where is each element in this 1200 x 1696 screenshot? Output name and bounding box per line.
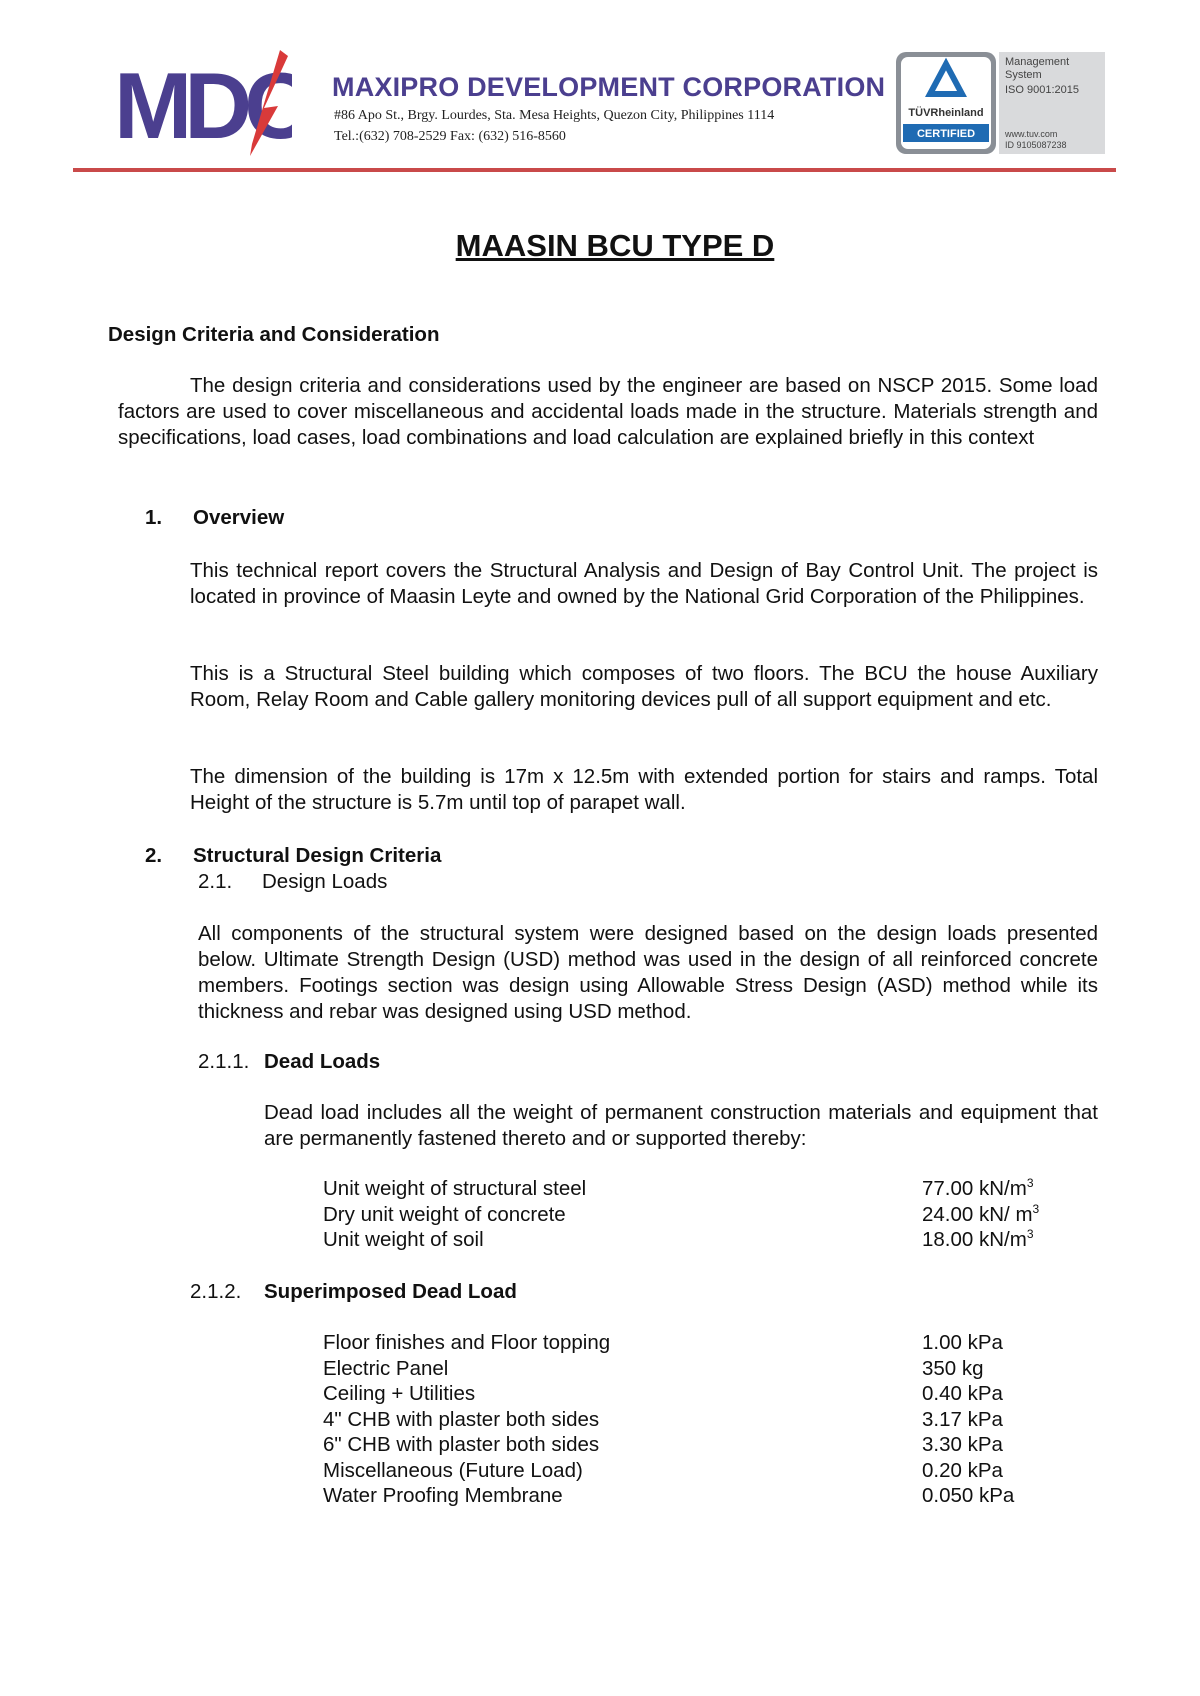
load-value: 1.00 kPa xyxy=(922,1331,1003,1354)
load-label: Electric Panel xyxy=(323,1356,449,1380)
company-logo xyxy=(112,46,292,158)
section2-title: Structural Design Criteria xyxy=(193,844,442,867)
dead-loads-table xyxy=(323,1176,1083,1253)
superimposed-table xyxy=(323,1330,1083,1509)
load-value: 350 kg xyxy=(922,1356,984,1380)
cert-iso: ISO 9001:2015 xyxy=(1005,84,1080,96)
tuv-brand-text: TÜVRheinland xyxy=(908,107,984,119)
section2-number: 2. xyxy=(145,844,163,867)
load-value: 18.00 $kN/m^3$ xyxy=(922,1227,1034,1251)
certified-text: CERTIFIED xyxy=(916,128,976,140)
load-label: 6" CHB with plaster both sides xyxy=(323,1433,600,1456)
design-loads-paragraph: All components of the structural system were designed based on the design loads presented below. Ultimate Strength Design (USD) method was used in the design of all reinforced concrete members. Footings section was design using Allowable Stress Design (ASD) method while its thickness and rebar was designed using USD method. xyxy=(198,922,1098,1023)
section1-paragraph-3: The dimension of the building is 17m x 12.5m with extended portion for stairs and ramps. Total Height of the structure is 5.7m until top of parapet wall. xyxy=(190,765,1098,814)
load-label: Floor finishes and Floor topping xyxy=(323,1331,611,1354)
company-name: MAXIPRO DEVELOPMENT CORPORATION xyxy=(332,72,886,102)
load-label: Miscellaneous (Future Load) xyxy=(323,1458,583,1482)
table-row xyxy=(323,1330,1083,1356)
table-row xyxy=(323,1202,1083,1228)
load-label: Dry unit weight of concrete xyxy=(323,1202,566,1226)
company-address: #86 Apo St., Brgy. Lourdes, Sta. Mesa Heights, Quezon City, Philippines 1114 xyxy=(334,108,775,123)
load-value: 0.050 kPa xyxy=(922,1484,1015,1507)
table-row xyxy=(323,1227,1083,1253)
load-label: Unit weight of soil xyxy=(323,1228,484,1251)
document-title: MAASIN BCU TYPE D xyxy=(455,228,775,263)
cert-url: www.tuv.com xyxy=(1005,129,1058,139)
load-value: 3.30 kPa xyxy=(922,1433,1003,1456)
logo-wordmark: MDC xyxy=(114,53,292,158)
cert-id: ID 9105087238 xyxy=(1005,140,1067,150)
section1-paragraph-2: This is a Structural Steel building which composes of two floors. The BCU the house Auxiliary Room, Relay Room and Cable gallery monitoring devices pull of all support equipment and etc. xyxy=(190,662,1098,711)
design-loads-title: Design Loads xyxy=(262,870,388,893)
table-row xyxy=(323,1407,1083,1433)
load-value: 24.00 kN/ $m^3$ xyxy=(922,1201,1040,1226)
table-row xyxy=(323,1381,1083,1407)
mdc-logo-graphic xyxy=(112,46,292,158)
superimposed-number: 2.1.2. xyxy=(190,1280,242,1303)
intro-heading: Design Criteria and Consideration xyxy=(108,323,440,346)
cert-system: System xyxy=(1005,69,1042,81)
load-label: Water Proofing Membrane xyxy=(323,1484,563,1507)
load-value: 0.20 kPa xyxy=(922,1458,1003,1482)
load-label: Ceiling + Utilities xyxy=(323,1382,476,1405)
load-label: 4" CHB with plaster both sides xyxy=(323,1407,600,1431)
load-value: 3.17 kPa xyxy=(922,1407,1003,1431)
letterhead-divider xyxy=(73,168,1116,172)
iso-certification-badge xyxy=(895,50,1105,156)
load-value: 0.40 kPa xyxy=(922,1382,1003,1405)
design-loads-number: 2.1. xyxy=(198,870,233,893)
section1-paragraph-1: This technical report covers the Structural Analysis and Design of Bay Control Unit. The project is located in province of Maasin Leyte and owned by the National Grid Corporation of the Philippines. xyxy=(190,559,1098,608)
table-row xyxy=(323,1356,1083,1382)
table-row xyxy=(323,1458,1083,1484)
dead-loads-paragraph: Dead load includes all the weight of permanent construction materials and equipment that are permanently fastened thereto and or supported thereby: xyxy=(264,1101,1098,1150)
cert-management: Management xyxy=(1005,56,1070,68)
superimposed-title: Superimposed Dead Load xyxy=(264,1280,517,1303)
table-row xyxy=(323,1483,1083,1509)
certification-graphic xyxy=(895,50,1105,156)
section1-number: 1. xyxy=(145,506,163,529)
intro-paragraph: The design criteria and considerations used by the engineer are based on NSCP 2015. Some load factors are used to cover miscellaneous and accidental loads made in the structure. Materials strength and specifications, load cases, load combinations and load calculation are explained briefly in this context xyxy=(118,374,1098,449)
company-contact: Tel.:(632) 708-2529 Fax: (632) 516-8560 xyxy=(334,129,566,144)
table-row xyxy=(323,1432,1083,1458)
dead-loads-title: Dead Loads xyxy=(264,1050,381,1073)
load-label: Unit weight of structural steel xyxy=(323,1177,587,1200)
table-row xyxy=(323,1176,1083,1202)
section1-title: Overview xyxy=(193,506,285,529)
load-value: 77.00 $kN/m^3$ xyxy=(922,1176,1034,1200)
dead-loads-number: 2.1.1. xyxy=(198,1050,250,1073)
